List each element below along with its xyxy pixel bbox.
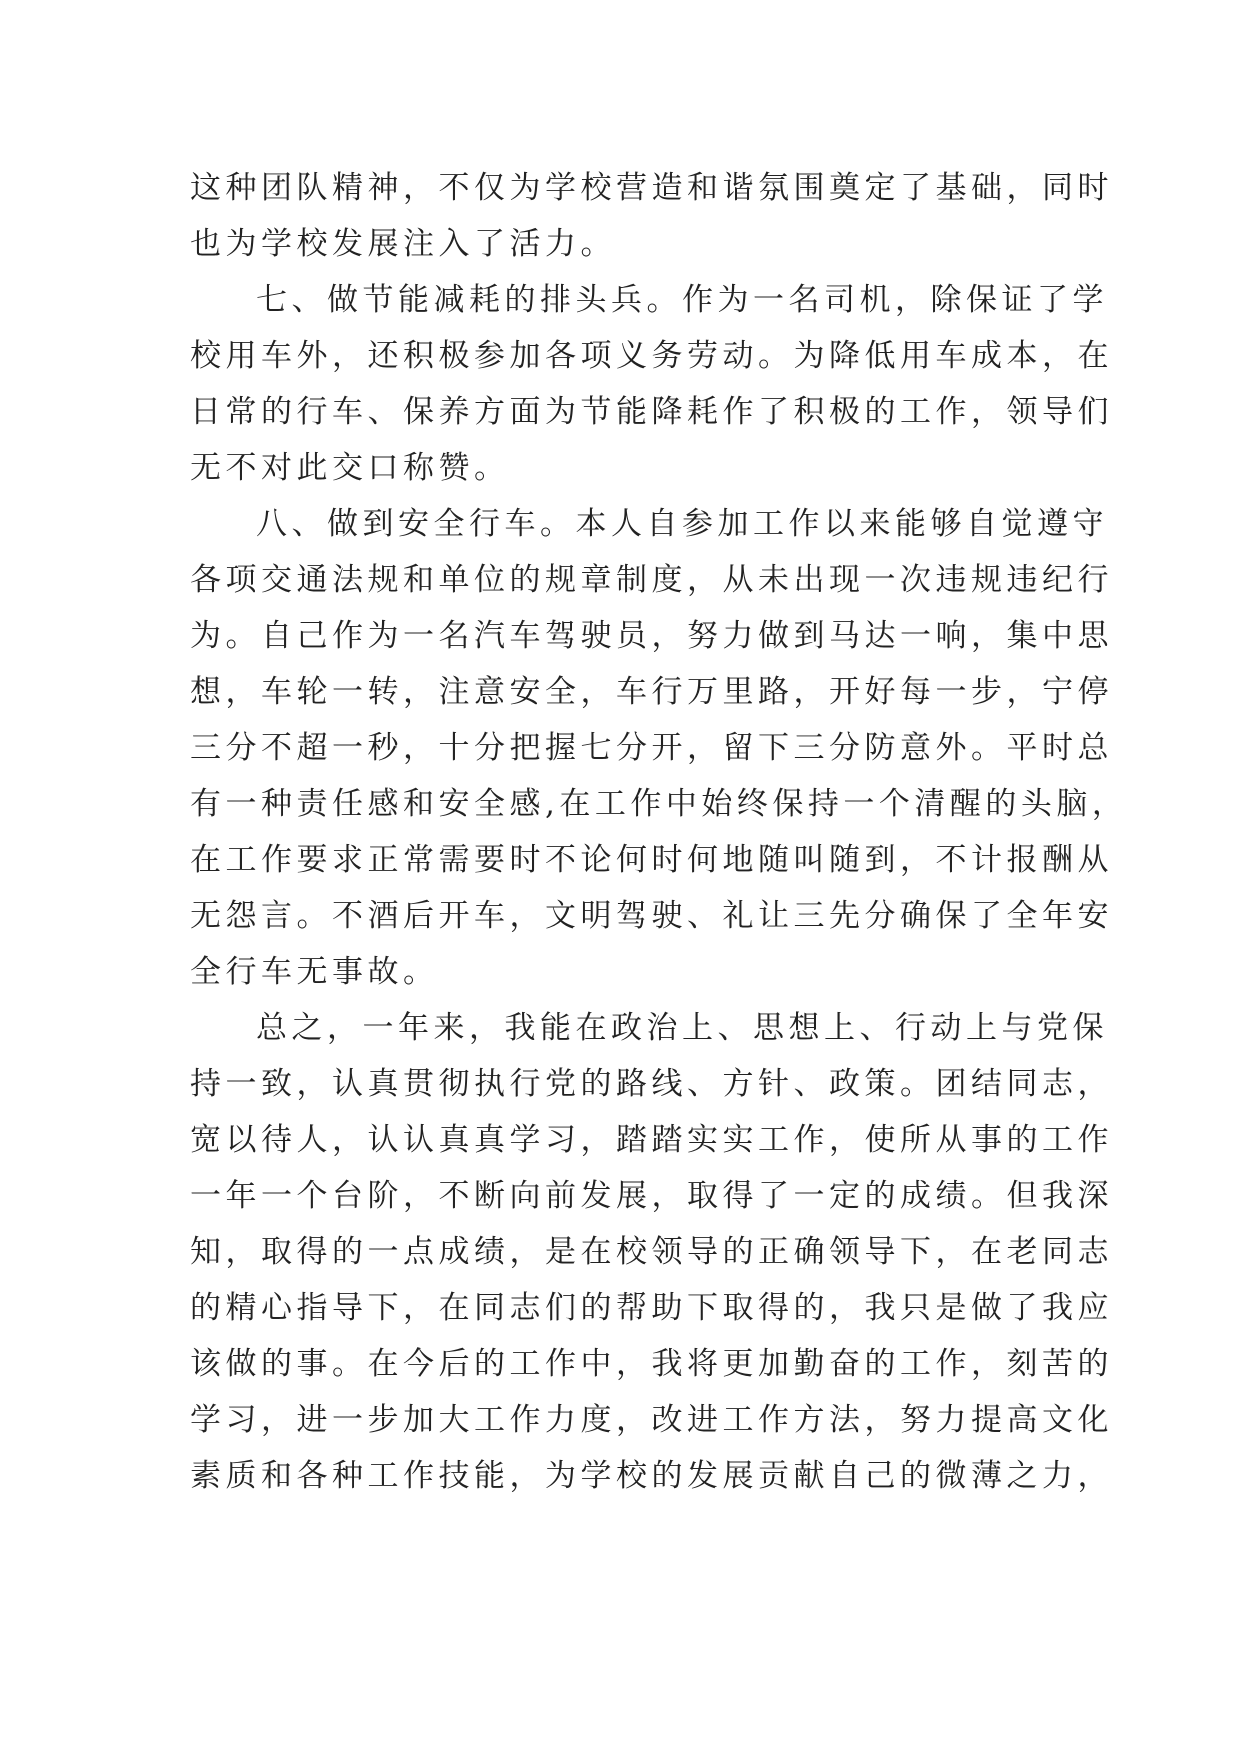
paragraph-team-spirit <box>190 160 1113 272</box>
text-line: 的精心指导下，在同志们的帮助下取得的，我只是做了我应 <box>190 1290 1113 1326</box>
document-body <box>190 160 1128 1504</box>
text-line: 总之，一年来，我能在政治上、思想上、行动上与党保 <box>256 1010 1108 1046</box>
paragraph-summary <box>190 1000 1113 1504</box>
text-line: 也为学校发展注入了活力。 <box>190 226 616 262</box>
text-line: 素质和各种工作技能，为学校的发展贡献自己的微薄之力， <box>190 1458 1113 1494</box>
paragraph-safe-driving <box>190 496 1128 1000</box>
text-line: 无怨言。不酒后开车，文明驾驶、礼让三先分确保了全年安 <box>190 898 1113 934</box>
text-line: 宽以待人，认认真真学习，踏踏实实工作，使所从事的工作 <box>190 1122 1113 1158</box>
text-line: 为。自己作为一名汽车驾驶员，努力做到马达一响，集中思 <box>190 618 1113 654</box>
text-line: 八、做到安全行车。本人自参加工作以来能够自觉遵守 <box>256 506 1108 542</box>
text-line: 该做的事。在今后的工作中，我将更加勤奋的工作，刻苦的 <box>190 1346 1113 1382</box>
text-line: 一年一个台阶，不断向前发展，取得了一定的成绩。但我深 <box>190 1178 1113 1214</box>
text-line: 无不对此交口称赞。 <box>190 450 510 486</box>
text-line: 有一种责任感和安全感,在工作中始终保持一个清醒的头脑， <box>190 786 1128 822</box>
text-line: 知，取得的一点成绩，是在校领导的正确领导下，在老同志 <box>190 1234 1113 1270</box>
text-line: 日常的行车、保养方面为节能降耗作了积极的工作，领导们 <box>190 394 1113 430</box>
text-line: 校用车外，还积极参加各项义务劳动。为降低用车成本，在 <box>190 338 1113 374</box>
text-line: 各项交通法规和单位的规章制度，从未出现一次违规违纪行 <box>190 562 1113 598</box>
text-line: 全行车无事故。 <box>190 954 439 990</box>
paragraph-energy-saving <box>190 272 1113 496</box>
text-line: 想，车轮一转，注意安全，车行万里路，开好每一步，宁停 <box>190 674 1113 710</box>
text-line: 这种团队精神，不仅为学校营造和谐氛围奠定了基础，同时 <box>190 170 1113 206</box>
text-line: 学习，进一步加大工作力度，改进工作方法，努力提高文化 <box>190 1402 1113 1438</box>
text-line: 七、做节能减耗的排头兵。作为一名司机，除保证了学 <box>256 282 1108 318</box>
text-line: 三分不超一秒，十分把握七分开，留下三分防意外。平时总 <box>190 730 1113 766</box>
text-line: 在工作要求正常需要时不论何时何地随叫随到，不计报酬从 <box>190 842 1113 878</box>
text-line: 持一致，认真贯彻执行党的路线、方针、政策。团结同志， <box>190 1066 1113 1102</box>
